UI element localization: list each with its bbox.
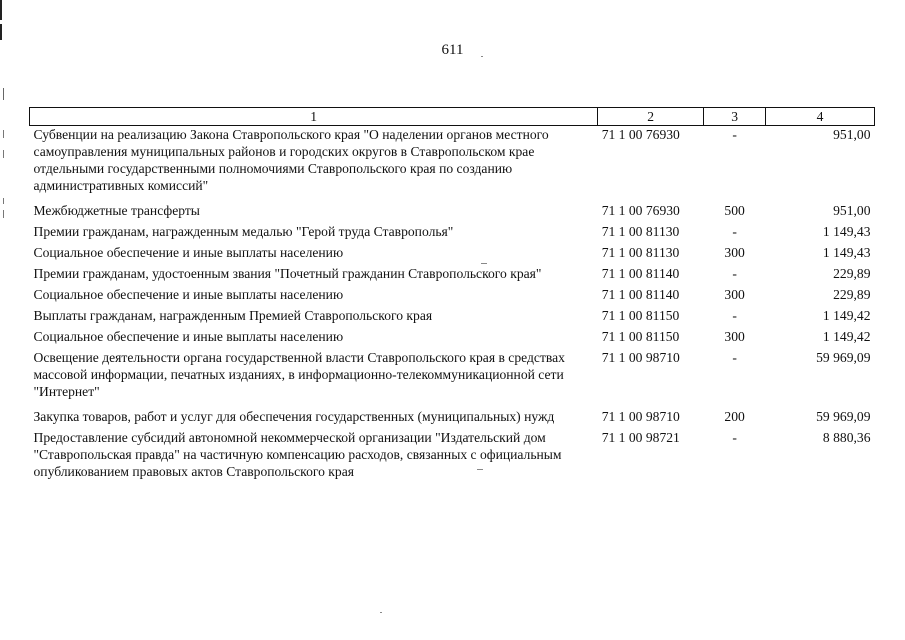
row-sum: 1 149,42 — [822, 308, 871, 323]
row-code: 71 1 00 98710 — [601, 350, 680, 365]
row-sum: 951,00 — [833, 127, 871, 142]
row-sum: 229,89 — [833, 266, 871, 281]
row-kind: 200 — [724, 409, 745, 424]
table-row — [30, 244, 875, 265]
row-sum: 8 880,36 — [822, 430, 871, 445]
row-sum: 1 149,43 — [822, 224, 871, 239]
row-kind: 300 — [724, 329, 745, 344]
scan-edge-mark — [3, 198, 4, 204]
column-header-name: 1 — [30, 108, 598, 126]
row-name: Межбюджетные трансферты — [33, 203, 200, 218]
row-kind: - — [732, 266, 737, 281]
table-row — [30, 126, 875, 203]
row-code: 71 1 00 76930 — [601, 203, 680, 218]
row-name: Социальное обеспечение и иные выплаты населению — [33, 329, 344, 344]
row-name: Закупка товаров, работ и услуг для обеспечения государственных (муниципальных) нужд — [33, 409, 555, 424]
table-row — [30, 223, 875, 244]
column-header-code: 2 — [598, 108, 704, 126]
row-name: Субвенции на реализацию Закона Ставропольского края "О наделении органов местного самоуправления муниципальных районов и городских округов в Ставропольском крае отдельными государственными полномочиями Ставропольского края по созданию административных комиссий" — [33, 127, 549, 193]
row-name: Премии гражданам, награжденным медалью "Герой труда Ставрополья" — [33, 224, 454, 239]
scan-speck — [380, 612, 382, 613]
row-sum: 229,89 — [833, 287, 871, 302]
scan-edge-mark — [3, 150, 4, 158]
scan-edge-mark — [3, 130, 4, 138]
row-code: 71 1 00 81130 — [601, 224, 680, 239]
row-name: Социальное обеспечение и иные выплаты населению — [33, 245, 344, 260]
row-sum: 1 149,43 — [822, 245, 871, 260]
row-code: 71 1 00 98721 — [601, 430, 680, 445]
row-sum: 59 969,09 — [816, 350, 871, 365]
scan-edge-mark — [3, 88, 4, 100]
row-name: Выплаты гражданам, награжденным Премией Ставропольского края — [33, 308, 433, 323]
row-code: 71 1 00 81130 — [601, 245, 680, 260]
table-header-row — [30, 108, 875, 126]
column-header-kind: 3 — [704, 108, 766, 126]
row-code: 71 1 00 81150 — [601, 329, 680, 344]
scan-edge-mark — [0, 0, 2, 20]
row-code: 71 1 00 81140 — [601, 287, 680, 302]
row-kind: - — [732, 430, 737, 445]
table-row — [30, 408, 875, 429]
row-name: Освещение деятельности органа государственной власти Ставропольского края в средствах массовой информации, печатных изданиях, в информационно-телекоммуникационной сети "Интернет" — [33, 350, 565, 399]
row-code: 71 1 00 81150 — [601, 308, 680, 323]
table-row — [30, 286, 875, 307]
row-sum: 59 969,09 — [816, 409, 871, 424]
table-row — [30, 307, 875, 328]
row-kind: - — [732, 127, 737, 142]
table-row — [30, 265, 875, 286]
budget-table — [29, 107, 875, 484]
scan-edge-mark — [3, 210, 4, 218]
row-kind: 500 — [724, 203, 745, 218]
table-row — [30, 429, 875, 484]
row-kind: 300 — [724, 287, 745, 302]
table-row — [30, 328, 875, 349]
row-name: Социальное обеспечение и иные выплаты населению — [33, 287, 344, 302]
row-kind: 300 — [724, 245, 745, 260]
table-row — [30, 349, 875, 408]
row-code: 71 1 00 81140 — [601, 266, 680, 281]
row-sum: 1 149,42 — [822, 329, 871, 344]
table-row — [30, 202, 875, 223]
row-kind: - — [732, 308, 737, 323]
row-name: Премии гражданам, удостоенным звания "Почетный гражданин Ставропольского края" — [33, 266, 542, 281]
row-sum: 951,00 — [833, 203, 871, 218]
column-header-sum: 4 — [766, 108, 875, 126]
page-number: 611 — [441, 42, 464, 58]
row-code: 71 1 00 76930 — [601, 127, 680, 142]
scan-edge-mark — [0, 24, 2, 40]
row-name: Предоставление субсидий автономной некоммерческой организации "Издательский дом "Ставропольская правда" на частичную компенсацию расходов, связанных с официальным опубликованием правовых актов Ставропольского края — [33, 430, 562, 479]
row-kind: - — [732, 224, 737, 239]
row-code: 71 1 00 98710 — [601, 409, 680, 424]
row-kind: - — [732, 350, 737, 365]
